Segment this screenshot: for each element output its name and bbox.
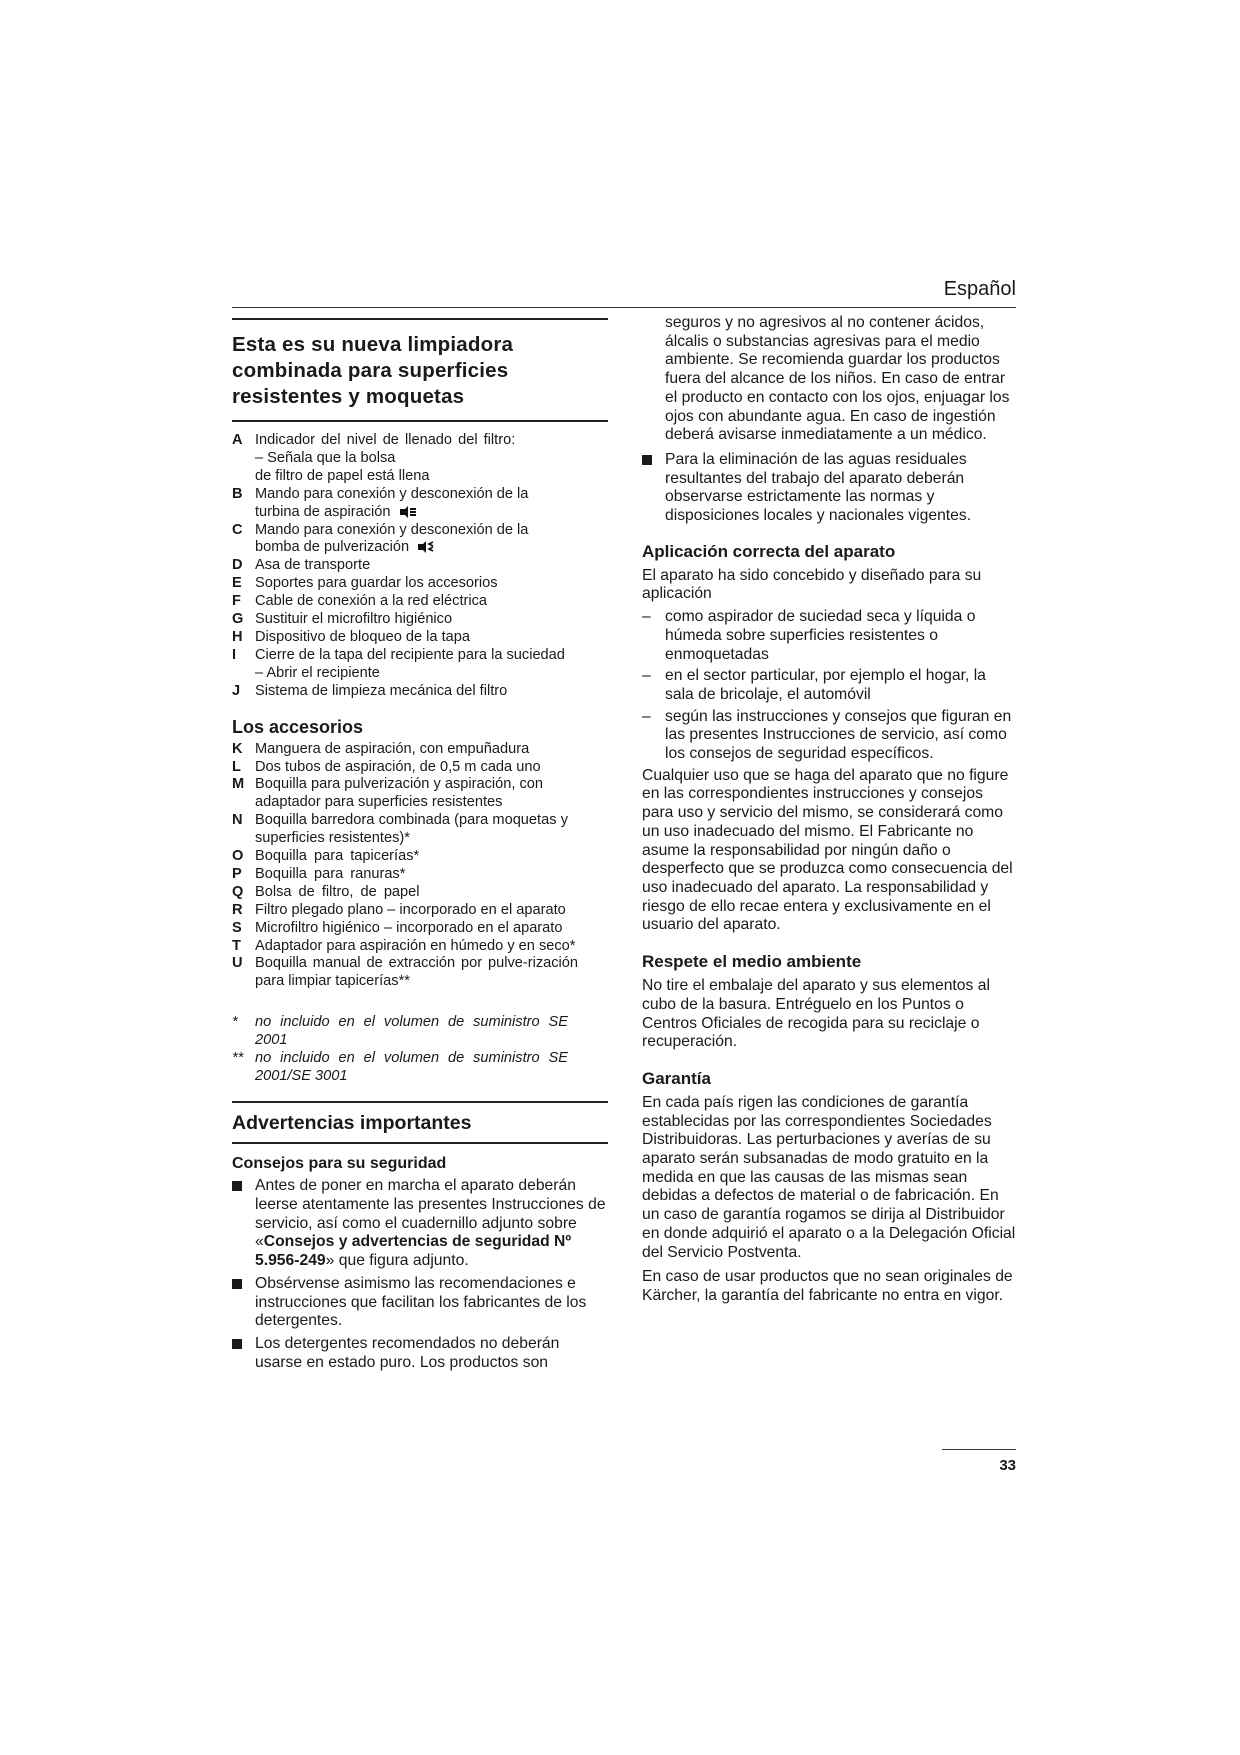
list-item: – en el sector particular, por ejemplo el hogar, la sala de bricolaje, el automóvil (642, 667, 986, 703)
list-item: P Boquilla para ranuras* (232, 865, 406, 882)
use-paragraph: Cualquier uso que se haga del aparato que no figure en las correspondientes instrucciones y consejos para uso y servicio del mismo, se considerará como un uso inadecuado del mismo. El Fabricante no asume la responsabilidad por ningún daño o desperfecto que se produzca como consecuencia del uso inadecuado del aparato. La responsabilidad y riesgo de ello recae entera y exclusivamente en el usuario del aparato. (642, 766, 1013, 934)
bullet-square-icon (642, 451, 665, 526)
list-item: L Dos tubos de aspiración, de 0,5 m cada uno (232, 758, 541, 775)
section-rule (232, 420, 608, 422)
list-item: A Indicador del nivel de llenado del filtro: – Señala que la bolsa de filtro de papel está llena (232, 432, 516, 484)
footnotes (232, 1013, 608, 1085)
section-rule (232, 318, 608, 320)
list-item: G Sustituir el microfiltro higiénico (232, 611, 453, 628)
continuation-paragraph: seguros y no agresivos al no contener ácidos, álcalis o substancias agresivas para el medio ambiente. Se recomienda guardar los productos fuera del alcance de los niños. En caso de entrar el producto en contacto con los ojos, enjuagar los ojos con abundante agua. En caso de ingestión deberá avisarse inmediatamente a un médico. (665, 314, 1010, 444)
turbine-switch-icon (399, 505, 417, 519)
spray-pump-switch-icon (417, 540, 435, 554)
list-item: D Asa de transporte (232, 557, 371, 574)
list-item: H Dispositivo de bloqueo de la tapa (232, 628, 471, 645)
list-item: J Sistema de limpieza mecánica del filtro (232, 682, 508, 699)
footer-rule (942, 1449, 1016, 1450)
list-item: Los detergentes recomendados no deberán usarse en estado puro. Los productos son (232, 1335, 608, 1372)
section-rule (232, 1101, 608, 1103)
safety-title: Consejos para su seguridad (232, 1155, 447, 1173)
header-rule (232, 307, 1016, 308)
list-item: Obsérvense asimismo las recomendaciones e instrucciones que facilitan los fabricantes de los detergentes. (232, 1275, 608, 1331)
footnote: * no incluido en el volumen de suministro SE 2001 (232, 1014, 568, 1049)
list-item: S Microfiltro higiénico – incorporado en el aparato (232, 919, 563, 936)
warranty-title: Garantía (642, 1068, 711, 1088)
language-label: Español (943, 278, 1016, 300)
warranty-paragraph: En cada país rigen las condiciones de garantía establecidas por las correspondientes Sociedades Distribuidoras. Las perturbaciones y averías de su aparato serán subsanadas de modo gratuito en la medida en que las causas de las mismas sean debidas a defectos de material o de fabricación. En un caso de garantía rogamos se dirija al Distribuidor en donde adquirió el aparato o a la Delegación Oficial del Servicio Postventa. (642, 1093, 1016, 1261)
list-item: M Boquilla para pulverización y aspiración, con adaptador para superficies resistentes (232, 776, 543, 811)
list-item: F Cable de conexión a la red eléctrica (232, 593, 488, 610)
list-item: B Mando para conexión y desconexión de la turbina de aspiración (232, 485, 529, 520)
page-number: 33 (999, 1457, 1016, 1474)
list-item: C Mando para conexión y desconexión de la bomba de pulverización (232, 521, 529, 556)
footnote: ** no incluido en el volumen de suministro SE 2001/SE 3001 (232, 1050, 568, 1085)
list-item: – según las instrucciones y consejos que figuran en las presentes Instrucciones de servicio, así como los consejos de seguridad específicos. (642, 707, 1012, 763)
bullet-square-icon (232, 1275, 255, 1331)
list-item: K Manguera de aspiración, con empuñadura (232, 740, 530, 757)
list-item: U Boquilla manual de extracción por pulve-rización para limpiar tapicerías** (232, 955, 578, 990)
warnings-title: Advertencias importantes (232, 1112, 472, 1135)
list-item: Antes de poner en marcha el aparato deberán leerse atentamente las presentes Instrucciones de servicio, así como el cuadernillo adjunto sobre «Consejos y advertencias de seguridad Nº 5.956-249» que figura adjunto. (232, 1177, 608, 1271)
parts-list (232, 432, 608, 701)
list-item: I Cierre de la tapa del recipiente para la suciedad – Abrir el recipiente (232, 646, 565, 681)
main-title: Esta es su nueva limpiadora combinada para superficies resistentes y moquetas (232, 333, 514, 408)
bullet-square-icon (232, 1177, 255, 1271)
bullet-square-icon (232, 1335, 255, 1372)
environment-paragraph: No tire el embalaje del aparato y sus elementos al cubo de la basura. Entréguelo en los Puntos o Centros Oficiales de recogida para su reciclaje o recuperación. (642, 977, 990, 1051)
safety-list (232, 1177, 608, 1372)
list-item: Para la eliminación de las aguas residuales resultantes del trabajo del aparato deberán observarse estrictamente las normas y disposiciones locales y nacionales vigentes. (642, 451, 1016, 526)
accessories-list (232, 741, 608, 992)
list-item: – como aspirador de suciedad seca y líquida o húmeda sobre superficies resistentes o enmoquetadas (642, 608, 976, 663)
list-item: R Filtro plegado plano – incorporado en el aparato (232, 901, 566, 918)
use-intro: El aparato ha sido concebido y diseñado para su aplicación (642, 566, 982, 603)
list-item: N Boquilla barredora combinada (para moquetas y superficies resistentes)* (232, 812, 568, 847)
list-item: T Adaptador para aspiración en húmedo y en seco* (232, 937, 576, 954)
accessories-title: Los accesorios (232, 716, 364, 737)
environment-title: Respete el medio ambiente (642, 952, 862, 972)
list-item: O Boquilla para tapicerías* (232, 848, 420, 865)
use-title: Aplicación correcta del aparato (642, 541, 896, 561)
list-item: E Soportes para guardar los accesorios (232, 575, 498, 592)
list-item: Q Bolsa de filtro, de papel (232, 883, 420, 900)
left-column (232, 318, 608, 1376)
warranty-paragraph: En caso de usar productos que no sean originales de Kärcher, la garantía del fabricante no entra en vigor. (642, 1268, 1013, 1304)
right-column (642, 314, 1016, 1306)
section-rule (232, 1142, 608, 1144)
